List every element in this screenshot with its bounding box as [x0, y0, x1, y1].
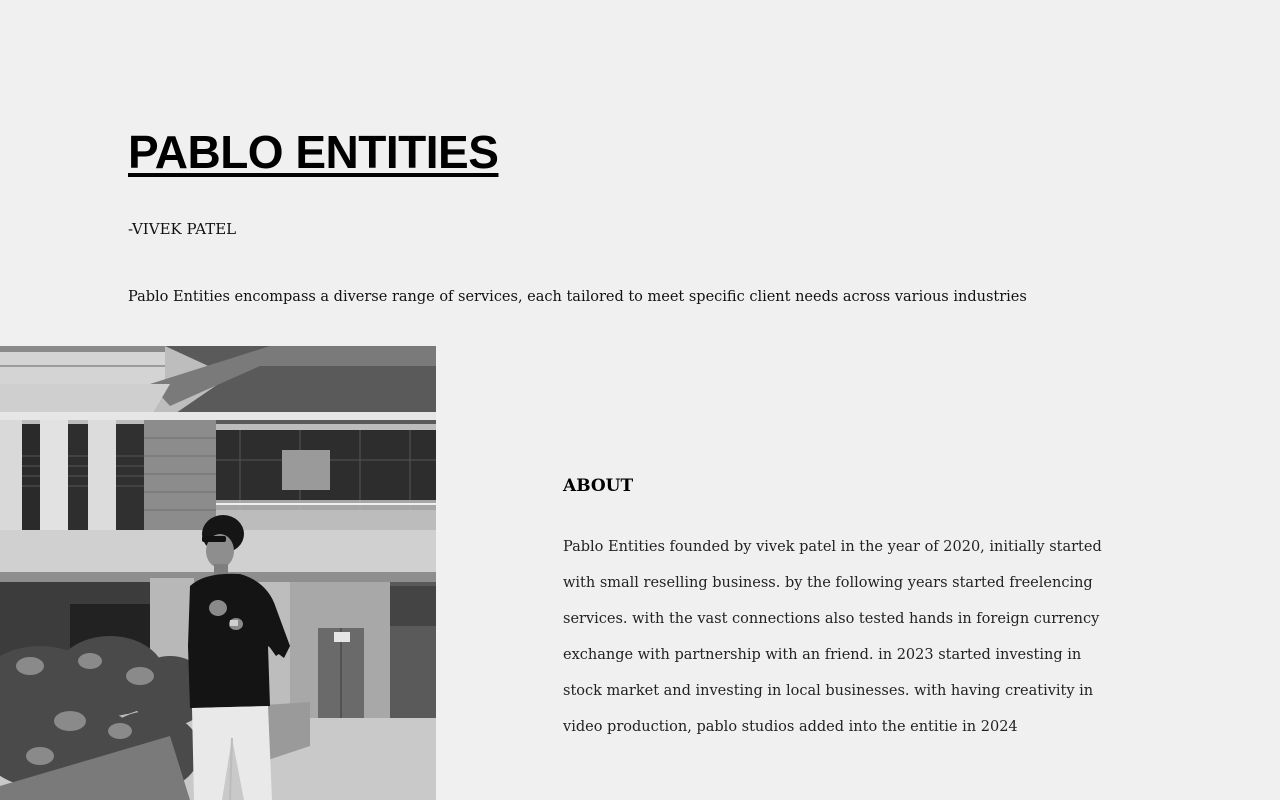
- byline: -VIVEK PATEL: [128, 220, 237, 238]
- tagline: Pablo Entities encompass a diverse range of services, each tailored to meet specific client needs across various industries: [128, 289, 1027, 305]
- about-body-line: video production, pablo studios added into the entitie in 2024: [563, 719, 1018, 735]
- site-title-link[interactable]: PABLO ENTITIES: [128, 126, 499, 178]
- founder-photo: [0, 346, 436, 800]
- about-body: [563, 529, 1108, 745]
- site-title[interactable]: [128, 124, 498, 180]
- founder-photo-image: [0, 346, 436, 800]
- about-body-line: with small reselling business. by the following years started freelencing: [563, 575, 1093, 591]
- about-body-line: exchange with partnership with an friend. in 2023 started investing in: [563, 647, 1082, 663]
- about-body-line: services. with the vast connections also tested hands in foreign currency: [563, 611, 1100, 627]
- about-body-line: Pablo Entities founded by vivek patel in the year of 2020, initially started: [563, 539, 1102, 555]
- about-body-line: stock market and investing in local businesses. with having creativity in: [563, 683, 1094, 699]
- about-heading: ABOUT: [563, 476, 634, 496]
